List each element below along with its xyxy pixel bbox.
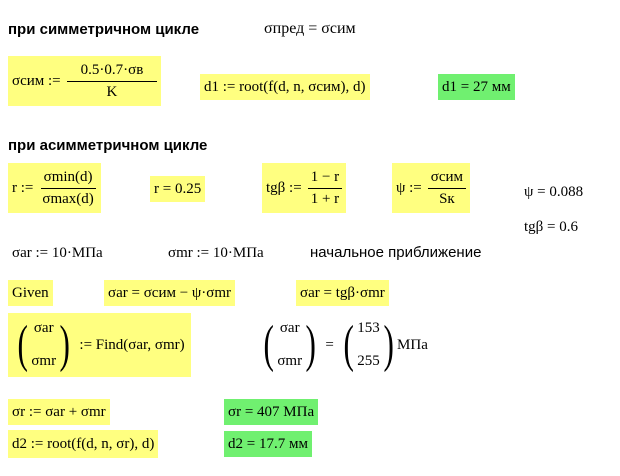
find-solve-block[interactable] <box>8 313 191 377</box>
find-unknown-sigma-ar: σar <box>33 320 54 336</box>
heading-symmetric: при симметричном цикле <box>8 21 200 38</box>
psi-value[interactable]: ψ = 0.088 <box>524 184 584 200</box>
result-value-sigma-mr: 255 <box>357 353 380 369</box>
result-value-vector: ( 153 255 ) <box>343 316 394 373</box>
find-unknown-vector: ( σar σmr ) <box>17 316 70 373</box>
psi-lhs: ψ := <box>396 179 422 196</box>
r-value[interactable]: r = 0.25 <box>150 176 205 202</box>
constraint-equation-1[interactable]: σar = σсим − ψ·σmr <box>104 280 235 306</box>
r-numerator: σmin(d) <box>41 169 96 189</box>
tgb-denominator: 1 + r <box>310 190 340 207</box>
r-denominator: σmax(d) <box>42 190 94 207</box>
constraint-equation-2[interactable]: σar = tgβ·σmr <box>296 280 389 306</box>
result-var-sigma-ar: σar <box>279 320 300 336</box>
sigma-limit-equation: σпред = σсим <box>264 20 356 37</box>
find-call: := Find(σar, σmr) <box>79 336 185 353</box>
sigma-sym-denominator: K <box>106 83 118 100</box>
given-keyword[interactable]: Given <box>8 280 53 306</box>
d2-root-expression[interactable]: d2 := root(f(d, n, σr), d) <box>8 430 158 458</box>
heading-asymmetric: при асимметричном цикле <box>8 137 208 154</box>
sigma-sym-numerator: 0.5·0.7·σв <box>67 62 158 82</box>
tgb-definition[interactable] <box>262 163 346 213</box>
sigma-r-definition[interactable]: σr := σar + σmr <box>8 399 110 425</box>
find-result[interactable] <box>256 313 432 377</box>
r-lhs: r := <box>12 179 34 196</box>
tgb-numerator: 1 − r <box>308 169 342 189</box>
tgb-lhs: tgβ := <box>266 179 302 196</box>
sigma-mr-initial[interactable]: σmr := 10·МПа <box>168 245 264 261</box>
result-unit: МПа <box>397 336 428 353</box>
initial-approximation-note: начальное приближение <box>310 244 482 261</box>
psi-numerator: σсим <box>428 169 466 189</box>
d1-result[interactable]: d1 = 27 мм <box>438 74 515 100</box>
equals-sign: = <box>325 336 334 353</box>
r-definition[interactable] <box>8 163 101 213</box>
sigma-sym-lhs: σсим := <box>12 72 61 89</box>
sigma-r-result[interactable]: σr = 407 МПа <box>224 399 318 425</box>
find-unknown-sigma-mr: σmr <box>31 353 57 369</box>
sigma-sym-definition[interactable] <box>8 56 161 106</box>
sigma-ar-initial[interactable]: σar := 10·МПа <box>12 245 103 261</box>
tgb-value[interactable]: tgβ = 0.6 <box>524 219 579 235</box>
d1-root-expression[interactable]: d1 := root(f(d, n, σсим), d) <box>200 74 370 100</box>
result-var-vector: ( σar σmr ) <box>263 316 316 373</box>
result-value-sigma-ar: 153 <box>357 320 380 336</box>
d2-result[interactable]: d2 = 17.7 мм <box>224 431 312 457</box>
result-var-sigma-mr: σmr <box>277 353 303 369</box>
psi-denominator: Sк <box>439 190 455 207</box>
psi-definition[interactable] <box>392 163 470 213</box>
